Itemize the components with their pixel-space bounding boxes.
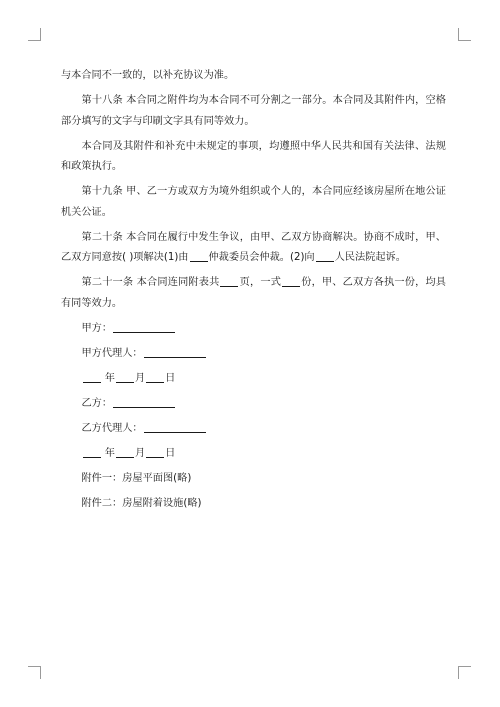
party-a-year-blank[interactable] bbox=[83, 370, 101, 383]
paragraph-article-21 bbox=[61, 273, 446, 314]
article-21-text-3: 份，甲、乙双方各执一份，均具有同等效力。 bbox=[61, 277, 446, 309]
crop-mark-top-right bbox=[458, 28, 471, 41]
party-b-day-blank[interactable] bbox=[146, 445, 164, 458]
party-b-blank[interactable] bbox=[113, 395, 175, 408]
party-a-agent-blank[interactable] bbox=[144, 345, 206, 358]
article-20-text-3: 人民法院起诉。 bbox=[334, 252, 406, 263]
crop-mark-bottom-left bbox=[28, 666, 41, 679]
month-label: 月 bbox=[134, 372, 146, 384]
day-label: 日 bbox=[165, 372, 176, 384]
paragraph-article-18: 第十八条 本合同之附件均为本合同不可分割之一部分。本合同及其附件内，空格部分填写的文字与印刷文字具有同等效力。 bbox=[61, 95, 446, 127]
paragraph-unspecified-matters: 本合同及其附件和补充中未规定的事项，均遵照中华人民共和国有关法律、法规和政策执行。 bbox=[61, 140, 446, 172]
crop-mark-top-left bbox=[28, 28, 41, 41]
day-label: 日 bbox=[165, 447, 176, 459]
court-blank[interactable] bbox=[316, 249, 334, 262]
party-a-line bbox=[61, 319, 446, 340]
party-b-agent-line bbox=[61, 419, 446, 440]
arbitration-committee-blank[interactable] bbox=[190, 249, 208, 262]
party-a-agent-label: 甲方代理人： bbox=[81, 347, 143, 359]
party-b-year-blank[interactable] bbox=[83, 445, 101, 458]
paragraph-article-19: 第十九条 甲、乙一方或双方为境外组织或个人的，本合同应经该房屋所在地公证机关公证。 bbox=[61, 186, 446, 218]
party-a-day-blank[interactable] bbox=[146, 370, 164, 383]
year-label: 年 bbox=[104, 372, 115, 384]
party-b-line bbox=[61, 394, 446, 415]
document-body bbox=[61, 66, 446, 519]
attachment-1: 附件一：房屋平面图(略) bbox=[81, 472, 192, 484]
attachment-2: 附件二：房屋附着设施(略) bbox=[81, 497, 202, 509]
year-label: 年 bbox=[104, 447, 115, 459]
article-20-text-2: 仲裁委员会仲裁。(2)向 bbox=[208, 252, 315, 263]
copy-count-blank[interactable] bbox=[282, 274, 300, 287]
party-a-agent-line bbox=[61, 344, 446, 365]
month-label: 月 bbox=[134, 447, 146, 459]
paragraph-supplement-note: 与本合同不一致的，以补充协议为准。 bbox=[61, 70, 235, 81]
article-21-text-2: 页，一式 bbox=[239, 277, 282, 288]
party-b-agent-label: 乙方代理人： bbox=[81, 422, 143, 434]
paragraph-article-20 bbox=[61, 228, 446, 269]
page-count-blank[interactable] bbox=[220, 274, 238, 287]
party-b-month-blank[interactable] bbox=[116, 445, 134, 458]
party-b-label: 乙方： bbox=[81, 397, 113, 409]
article-20-text-1: 第二十条 本合同在履行中发生争议，由甲、乙双方协商解决。协商不成时，甲、乙双方同意按( )项解决(1)由 bbox=[61, 231, 446, 263]
party-b-agent-blank[interactable] bbox=[144, 420, 206, 433]
article-21-text-1: 第二十一条 本合同连同附表共 bbox=[81, 277, 220, 288]
crop-mark-bottom-right bbox=[458, 666, 471, 679]
party-a-month-blank[interactable] bbox=[116, 370, 134, 383]
party-a-label: 甲方： bbox=[81, 322, 113, 334]
party-a-blank[interactable] bbox=[113, 320, 175, 333]
party-b-date-line bbox=[61, 444, 446, 465]
party-a-date-line bbox=[61, 369, 446, 390]
